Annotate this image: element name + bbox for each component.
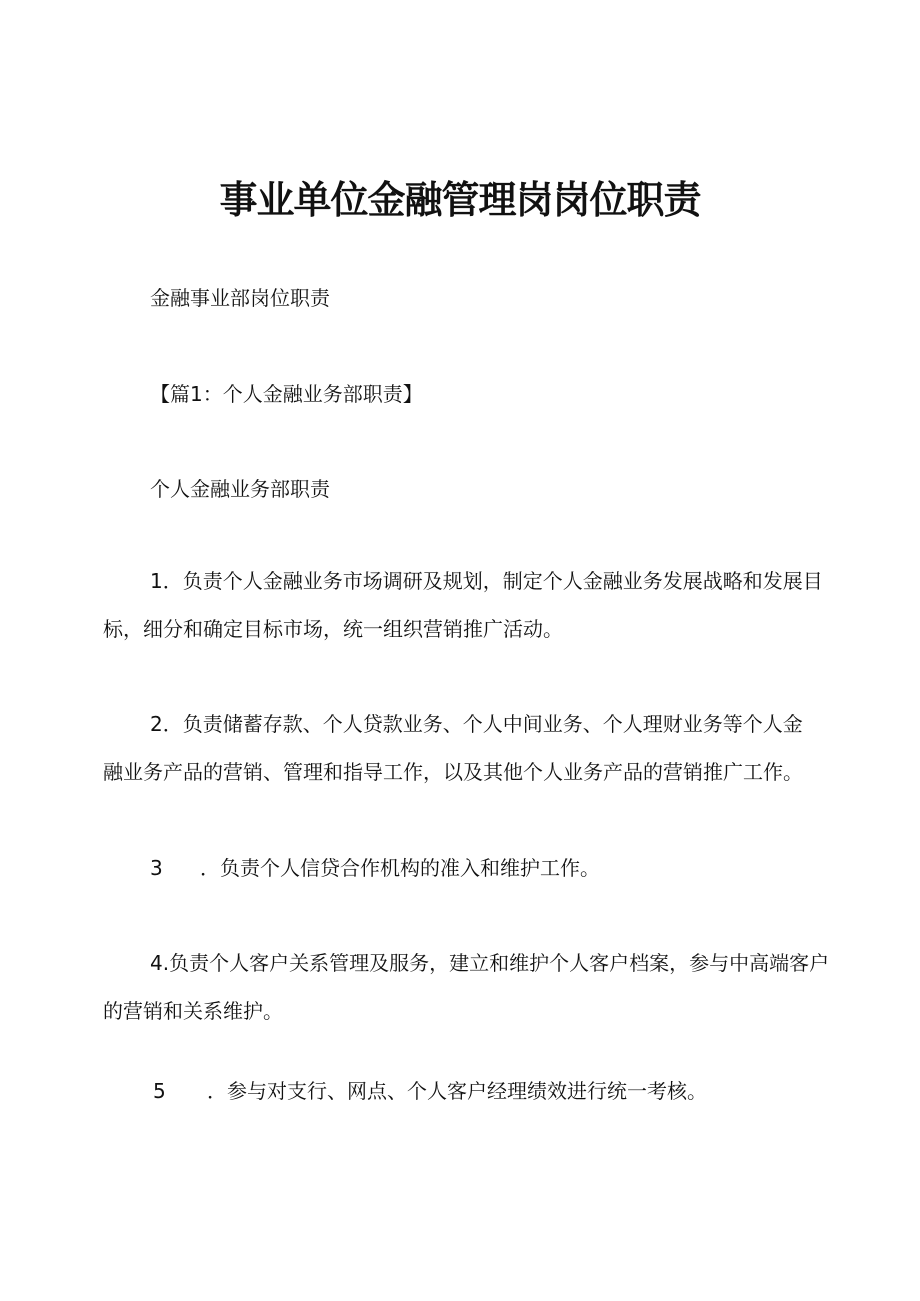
duty-item-4-line2: 的营销和关系维护。	[103, 999, 283, 1023]
section-heading: 【篇1：个人金融业务部职责】	[150, 382, 423, 406]
duty-item-3	[150, 855, 600, 881]
duty-item-5-number: 5	[153, 1079, 166, 1103]
duty-item-4	[103, 939, 830, 1035]
duty-item-1-line1: 1．负责个人金融业务市场调研及规划，制定个人金融业务发展战略和发展目	[150, 569, 823, 593]
duty-item-5-text: ．参与对支行、网点、个人客户经理绩效进行统一考核。	[207, 1079, 707, 1103]
duty-item-4-line1: 4.负责个人客户关系管理及服务，建立和维护个人客户档案，参与中高端客户	[150, 951, 830, 975]
document-title: 事业单位金融管理岗岗位职责	[219, 178, 701, 222]
duty-item-3-text: ．负责个人信贷合作机构的准入和维护工作。	[200, 856, 600, 880]
duty-item-1-line2: 标，细分和确定目标市场，统一组织营销推广活动。	[103, 617, 563, 641]
document-subtitle: 金融事业部岗位职责	[150, 286, 330, 310]
section-title: 个人金融业务部职责	[150, 477, 330, 501]
duty-item-1	[103, 557, 823, 653]
duty-item-2	[103, 700, 823, 796]
duty-item-2-line2: 融业务产品的营销、管理和指导工作，以及其他个人业务产品的营销推广工作。	[103, 760, 803, 784]
duty-item-2-line1: 2．负责储蓄存款、个人贷款业务、个人中间业务、个人理财业务等个人金	[150, 712, 803, 736]
duty-item-5	[153, 1078, 707, 1104]
duty-item-3-number: 3	[150, 856, 163, 880]
